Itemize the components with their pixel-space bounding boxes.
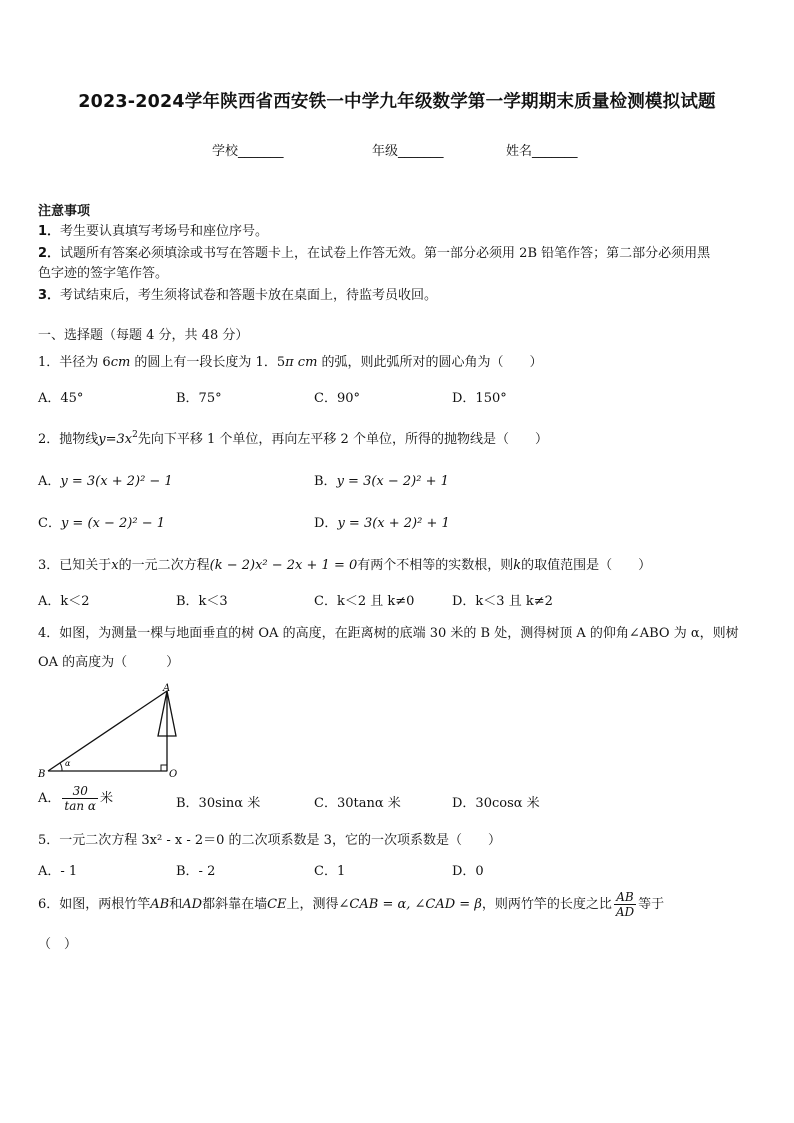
notice-item-2-cont: 色字迹的签字笔作答。 bbox=[38, 266, 169, 281]
school-field: 学校_______ bbox=[212, 144, 284, 159]
q2-option-d bbox=[314, 515, 450, 533]
option-label: B． bbox=[314, 474, 337, 489]
grade-field: 年级_______ bbox=[372, 144, 444, 159]
notice-item-1 bbox=[38, 223, 268, 241]
notice-heading: 注意事项 bbox=[38, 204, 91, 219]
q4-option-a bbox=[38, 784, 113, 813]
q2-option-c bbox=[38, 515, 165, 533]
q2-stem bbox=[38, 431, 548, 449]
notice-num: 3． bbox=[38, 288, 61, 303]
q5-stem: 5．一元二次方程 3x² - x - 2＝0 的二次项系数是 3，它的一次项系数是（ ） bbox=[38, 833, 501, 848]
q2-stem-b: 先向下平移 1 个单位，再向左平移 2 个单位，所得的抛物线是（ ） bbox=[137, 432, 548, 447]
q1-unit-cm-2: cm bbox=[297, 355, 318, 370]
name-field: 姓名_______ bbox=[506, 144, 578, 159]
q3-option-a: A．k＜2 bbox=[38, 594, 90, 609]
q2-exp: 2 bbox=[132, 430, 138, 440]
q1-option-a: A．45° bbox=[38, 391, 84, 406]
option-formula: y = 3(x − 2)² + 1 bbox=[336, 474, 449, 489]
q1-stem bbox=[38, 354, 543, 372]
q6-and: 和 bbox=[169, 897, 183, 912]
q5-option-b: B．- 2 bbox=[176, 864, 216, 879]
q3-option-d: D．k＜3 且 k≠2 bbox=[452, 594, 553, 609]
q1-option-c: C．90° bbox=[314, 391, 360, 406]
q5-option-d: D．0 bbox=[452, 864, 484, 879]
q5-option-c: C．1 bbox=[314, 864, 346, 879]
label-alpha: α bbox=[65, 759, 71, 768]
option-unit: 米 bbox=[100, 791, 114, 806]
angle-arc bbox=[60, 763, 62, 771]
q3-var-k: k bbox=[513, 558, 522, 573]
q4-tree-diagram bbox=[36, 682, 186, 782]
q3-option-b: B．k＜3 bbox=[176, 594, 228, 609]
notice-text: 考生要认真填写考场号和座位序号。 bbox=[60, 224, 269, 239]
q3-stem-c: 有两个不相等的实数根，则 bbox=[357, 558, 514, 573]
q3-stem-b: 的一元二次方程 bbox=[118, 558, 210, 573]
q1-stem-a: 1．半径为 6 bbox=[38, 355, 111, 370]
q6-ab: AB bbox=[150, 897, 170, 912]
notice-num: 2． bbox=[38, 246, 61, 261]
q2-var-y: y bbox=[98, 432, 106, 447]
q3-equation: (k − 2)x² − 2x + 1 = 0 bbox=[209, 558, 358, 573]
q6-ad: AD bbox=[182, 897, 203, 912]
section-heading: 一、选择题（每题 4 分，共 48 分） bbox=[38, 328, 249, 343]
q3-stem-d: 的取值范围是（ ） bbox=[521, 558, 652, 573]
q6-answer-bracket: （ ） bbox=[38, 937, 78, 952]
q3-var-x: x bbox=[111, 558, 119, 573]
label-a: A bbox=[163, 683, 171, 694]
q2-option-a bbox=[38, 473, 173, 491]
q5-option-a: A．- 1 bbox=[38, 864, 78, 879]
q6-fraction bbox=[614, 890, 636, 919]
q4-option-d: D．30cosα 米 bbox=[452, 796, 540, 811]
q6-stem bbox=[38, 890, 664, 919]
q6-stem-a: 6．如图，两根竹竿 bbox=[38, 897, 151, 912]
q1-stem-b: 的圆上有一段长度为 1．5 bbox=[130, 355, 286, 370]
q4-option-c: C．30tanα 米 bbox=[314, 796, 401, 811]
notice-item-3 bbox=[38, 287, 437, 305]
q6-stem-e: 等于 bbox=[638, 897, 665, 912]
q2-stem-a: 2．抛物线 bbox=[38, 432, 99, 447]
notice-text: 考试结束后，考生须将试卷和答题卡放在桌面上，待监考员收回。 bbox=[60, 288, 438, 303]
q1-unit-cm: cm bbox=[110, 355, 131, 370]
q2-option-b bbox=[314, 473, 449, 491]
fraction-numerator: 30 bbox=[62, 784, 98, 799]
q4-stem-line2: OA 的高度为（ ） bbox=[38, 655, 180, 670]
notice-num: 1． bbox=[38, 224, 61, 239]
q3-stem bbox=[38, 557, 651, 575]
option-formula: y = 3(x + 2)² + 1 bbox=[337, 516, 450, 531]
option-formula: y = (x − 2)² − 1 bbox=[60, 516, 165, 531]
option-formula: y = 3(x + 2)² − 1 bbox=[60, 474, 173, 489]
q1-pi: π bbox=[285, 355, 294, 370]
notice-text: 试题所有答案必须填涂或书写在答题卡上，在试卷上作答无效。第一部分必须用 2B 铅笔作答；第二部分必须用黑 bbox=[60, 246, 711, 261]
q3-stem-a: 3．已知关于 bbox=[38, 558, 112, 573]
option-label: A． bbox=[38, 474, 61, 489]
q2-eq: =3x bbox=[105, 432, 133, 447]
q3-option-c: C．k＜2 且 k≠0 bbox=[314, 594, 415, 609]
q6-ce: CE bbox=[267, 897, 287, 912]
q4-fraction bbox=[62, 784, 98, 813]
option-label: C． bbox=[38, 516, 61, 531]
q6-stem-b: 都斜靠在墙 bbox=[202, 897, 268, 912]
q6-angles: ∠CAB = α, ∠CAD = β bbox=[338, 897, 482, 912]
q4-option-b: B．30sinα 米 bbox=[176, 796, 261, 811]
fraction-denominator: AD bbox=[615, 905, 635, 919]
q1-stem-c: 的弧，则此弧所对的圆心角为（ ） bbox=[317, 355, 543, 370]
fraction-numerator: AB bbox=[614, 890, 636, 905]
right-angle-mark bbox=[161, 765, 167, 771]
q6-stem-c: 上，测得 bbox=[286, 897, 339, 912]
notice-item-2 bbox=[38, 245, 710, 263]
q1-option-b: B．75° bbox=[176, 391, 222, 406]
q6-stem-d: ，则两竹竿的长度之比 bbox=[481, 897, 612, 912]
q4-stem-line1: 4．如图，为测量一棵与地面垂直的树 OA 的高度，在距离树的底端 30 米的 B 处，测得树顶 A 的仰角∠ABO 为 α，则树 bbox=[38, 626, 739, 641]
label-b: B bbox=[38, 769, 46, 780]
q1-option-d: D．150° bbox=[452, 391, 507, 406]
fraction-denominator: tan α bbox=[64, 799, 97, 813]
option-label: D． bbox=[314, 516, 338, 531]
option-label: A． bbox=[38, 791, 61, 806]
page-title: 2023-2024学年陕西省西安铁一中学九年级数学第一学期期末质量检测模拟试题 bbox=[78, 92, 716, 112]
label-o: O bbox=[169, 769, 178, 780]
